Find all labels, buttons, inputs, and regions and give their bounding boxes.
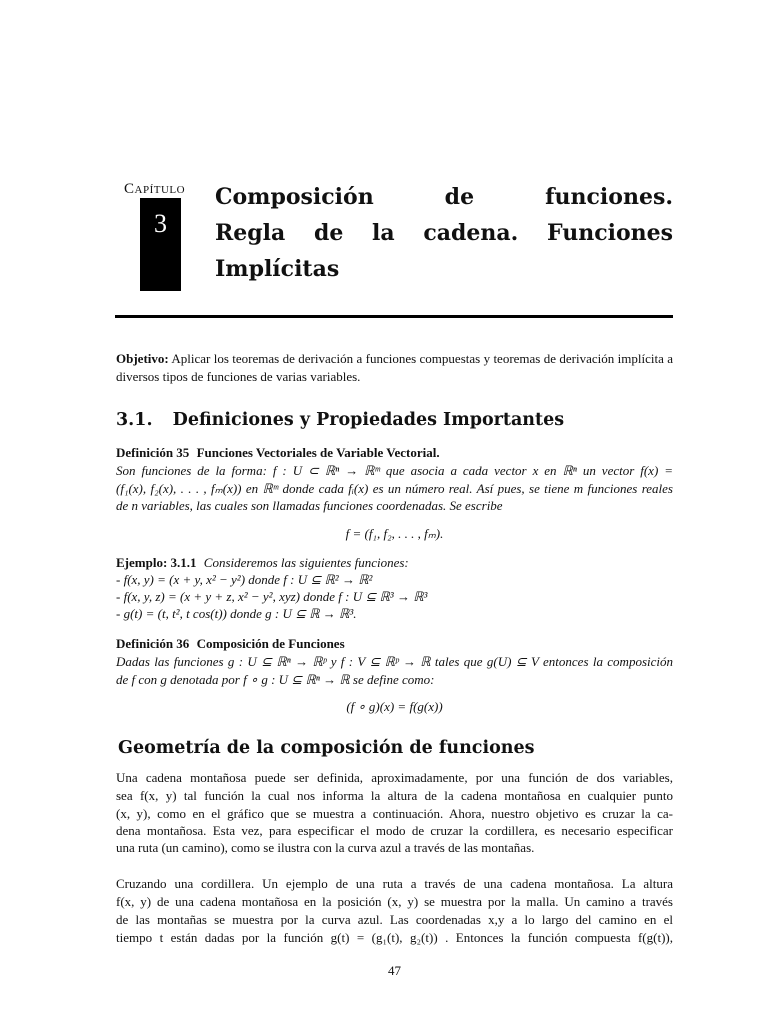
objective-paragraph [116, 350, 673, 385]
paragraph-2-line-2: f(x, y) de una cadena montañosa en la posición (x, y) se muestra por la malla. Un camino a través [116, 894, 673, 909]
definition-35-heading [116, 444, 673, 461]
definition-36-line-1: Dadas las funciones g : U ⊆ ℝⁿ → ℝᵖ y f : V ⊆ ℝᵖ → ℝ tales que g(U) ⊆ V entonces la composición [116, 654, 673, 669]
chapter-rule [115, 315, 673, 318]
definition-36-heading [116, 635, 673, 652]
paragraph-1-line-5: una ruta (un camino), como se ilustra con la curva azul a través de las montañas. [116, 840, 535, 855]
section-heading-3-1 [116, 410, 564, 430]
chapter-title-line-3: Implícitas [215, 256, 340, 282]
example-heading [116, 554, 673, 571]
objective-text: Aplicar los teoremas de derivación a funciones compuestas y teoremas de derivación implícita a diversos tipos de funciones de varias variables. [116, 351, 673, 384]
definition-35-line-1: Son funciones de la forma: f : U ⊂ ℝⁿ → ℝᵐ que asocia a cada vector x en ℝⁿ un vector f(x) = [116, 463, 673, 478]
page-number: 47 [388, 963, 401, 978]
definition-36-formula: (f ∘ g)(x) = f(g(x)) [346, 699, 443, 714]
paragraph-1-line-1: Una cadena montañosa puede ser definida, aproximadamente, por una función de dos variables, [116, 770, 673, 785]
example-item-1: - f(x, y) = (x + y, x² − y²) donde f : U ⊆ ℝ² → ℝ² [116, 572, 373, 587]
objective-label: Objetivo: [116, 351, 169, 366]
section-number: 3.1. [116, 410, 153, 430]
paragraph-2-line-1: Cruzando una cordillera. Un ejemplo de una ruta a través de una cadena montañosa. La altura [116, 876, 673, 891]
chapter-number: 3 [154, 209, 167, 238]
definition-36-line-2: de f con g denotada por f ∘ g : U ⊆ ℝⁿ → ℝ se define como: [116, 672, 435, 687]
paragraph-1-line-4: dena montañosa. Esta vez, para especificar el modo de cruzar la cordillera, es necesario especificar [116, 823, 673, 838]
paragraph-1-line-2: sea f(x, y) tal función la cual nos informa la altura de la cadena montañosa en cualquier punto [116, 788, 673, 803]
definition-36-label: Definición 36 [116, 636, 190, 651]
paragraph-2-line-3: de las montañas se muestra por la curva azul. Las coordenadas x,y a lo largo del camino en el [116, 912, 673, 927]
section-heading-geometry: Geometría de la composición de funciones [118, 738, 535, 758]
chapter-number-box [140, 198, 181, 291]
section-title: Definiciones y Propiedades Importantes [172, 410, 565, 430]
paragraph-2-line-4: tiempo t están dadas por la función g(t) = (g₁(t), g₂(t)) . Entonces la función compuesta f(g(t)), [116, 930, 673, 945]
definition-35-formula: f = (f₁, f₂, . . . , fₘ). [345, 526, 444, 541]
chapter-label: Capítulo [124, 181, 186, 197]
definition-36-title: Composición de Funciones [196, 636, 345, 651]
definition-35-line-2: (f₁(x), f₂(x), . . . , fₘ(x)) en ℝᵐ donde cada fᵢ(x) es un número real. Así pues, se tiene m funciones reales [116, 481, 673, 496]
chapter-title-line-1: Composición de funciones. [215, 184, 673, 210]
definition-35-title: Funciones Vectoriales de Variable Vectorial. [196, 445, 440, 460]
chapter-title-line-2: Regla de la cadena. Funciones [215, 220, 673, 246]
definition-35-line-3: de n variables, las cuales son llamadas funciones coordenadas. Se escribe [116, 498, 503, 513]
example-item-3: - g(t) = (t, t², t cos(t)) donde g : U ⊆ ℝ → ℝ³. [116, 606, 357, 621]
paragraph-1-line-3: (x, y), como en el gráfico que se muestra a continuación. Ahora, nuestro objetivo es cruzar la ca- [116, 806, 673, 821]
example-item-2: - f(x, y, z) = (x + y + z, x² − y², xyz) donde f : U ⊆ ℝ³ → ℝ³ [116, 589, 428, 604]
example-intro: Consideremos las siguientes funciones: [203, 555, 409, 570]
definition-35-label: Definición 35 [116, 445, 190, 460]
example-label: Ejemplo: 3.1.1 [116, 555, 197, 570]
